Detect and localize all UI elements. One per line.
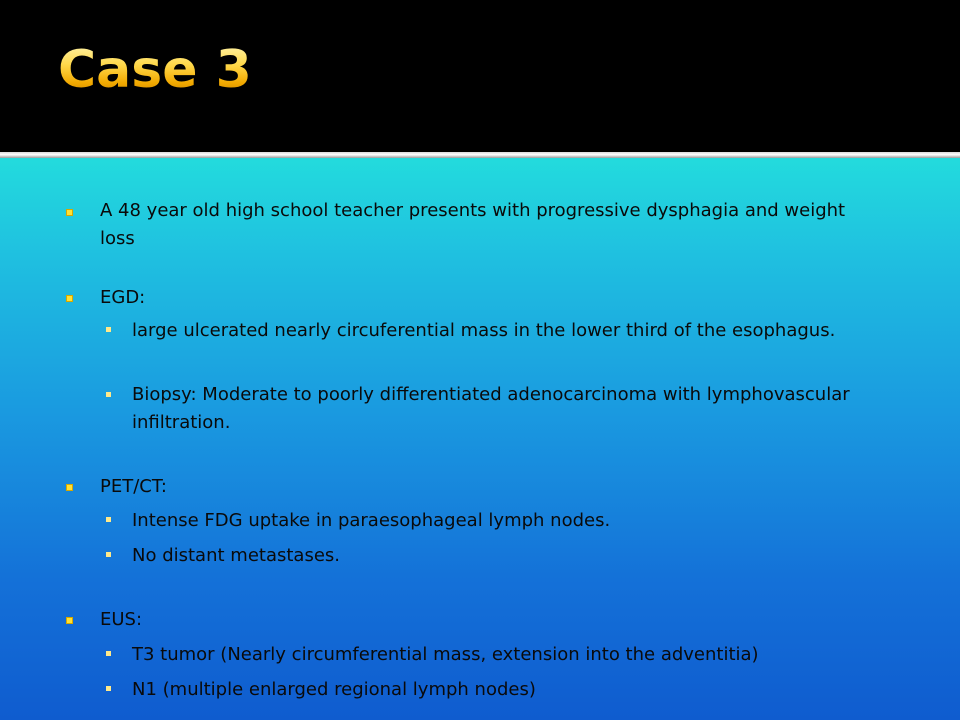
square-bullet-icon xyxy=(106,686,111,691)
bullet-patient-presentation: A 48 year old high school teacher presents with progressive dysphagia and weight loss xyxy=(100,200,846,249)
square-bullet-icon xyxy=(106,327,111,332)
square-bullet-icon xyxy=(106,651,111,656)
sub-bullet-egd-finding: large ulcerated nearly circuferential mass in the lower third of the esophagus. xyxy=(132,320,836,341)
slide-title: Case 3 xyxy=(58,40,252,100)
sub-bullet-eus-tumor: T3 tumor (Nearly circumferential mass, extension into the adventitia) xyxy=(132,644,759,665)
sub-bullet-pet-uptake: Intense FDG uptake in paraesophageal lymph nodes. xyxy=(132,510,611,531)
bullet-egd: EGD: xyxy=(100,287,146,308)
square-bullet-icon xyxy=(106,552,111,557)
bullet-eus: EUS: xyxy=(100,609,143,630)
square-bullet-icon xyxy=(106,517,111,522)
square-bullet-icon xyxy=(66,295,73,302)
title-bar xyxy=(0,0,960,152)
square-bullet-icon xyxy=(66,617,73,624)
sub-bullet-egd-biopsy: Biopsy: Moderate to poorly differentiated adenocarcinoma with lymphovascular infiltration. xyxy=(132,384,850,433)
sub-bullet-eus-nodes: N1 (multiple enlarged regional lymph nodes) xyxy=(132,679,536,700)
square-bullet-icon xyxy=(66,209,73,216)
square-bullet-icon xyxy=(66,484,73,491)
bullet-pet-ct: PET/CT: xyxy=(100,476,167,497)
square-bullet-icon xyxy=(106,392,111,397)
sub-bullet-pet-metastases: No distant metastases. xyxy=(132,545,340,566)
